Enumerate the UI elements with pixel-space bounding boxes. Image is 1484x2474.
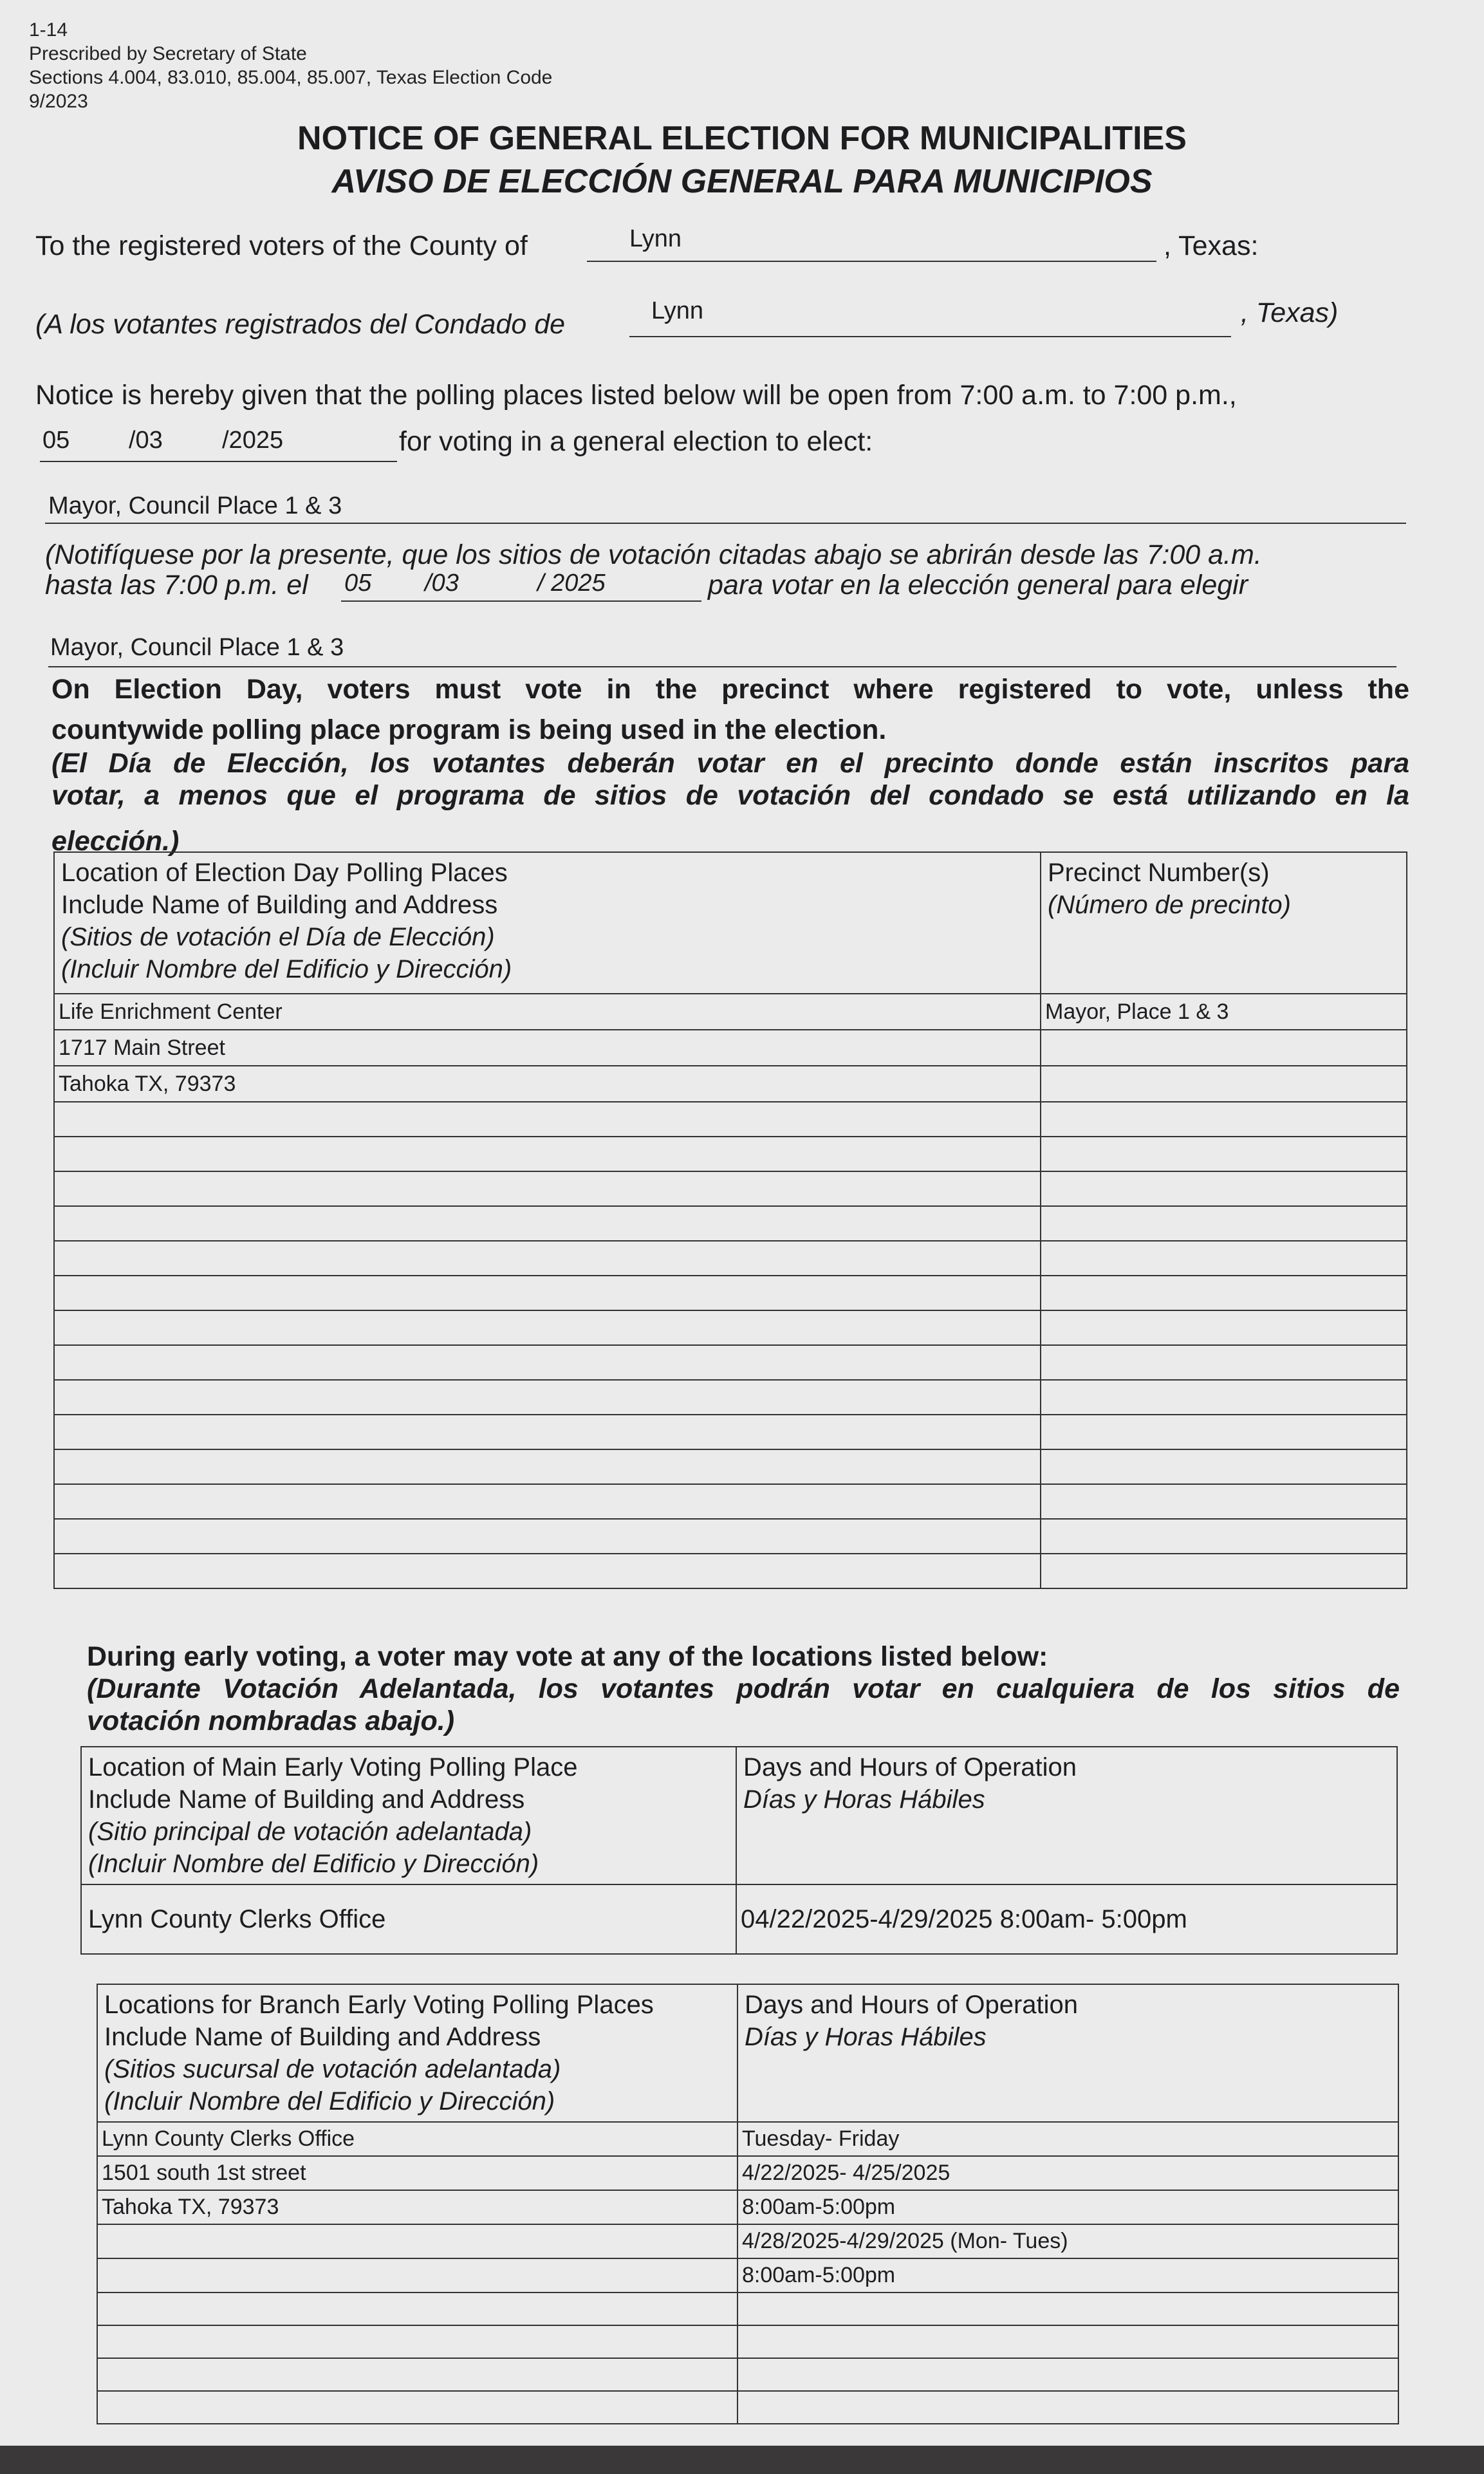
notice-after: for voting in a general election to elect: — [399, 426, 873, 457]
bev-table-cell: 8:00am-5:00pm — [737, 2190, 1398, 2224]
ed-table-cell — [54, 1310, 1041, 1345]
ed-table-cell — [54, 1137, 1041, 1171]
offices-underline — [45, 523, 1406, 524]
election-day-table — [53, 851, 1407, 1589]
bev-table-cell — [97, 2224, 737, 2258]
ed-table-row — [54, 1066, 1407, 1102]
branch-early-voting-table — [97, 1984, 1399, 2424]
ed-notice-en-2: countywide polling place program is being used in the election. — [51, 714, 887, 745]
ed-table-row — [54, 1380, 1407, 1415]
ed-header-location — [54, 852, 1041, 994]
bev-table-cell — [737, 2325, 1398, 2358]
ed-table-row — [54, 1241, 1407, 1276]
election-month-es: 05 — [344, 570, 372, 597]
ed-table-row — [54, 994, 1407, 1030]
notice-es-line1: (Notifíquese por la presente, que los sitios de votación citadas abajo se abrirán desde las 7:00 a.m. — [45, 539, 1262, 570]
ed-notice-es-1: (El Día de Elección, los votantes deberán votar en el precinto donde están inscritos para — [51, 748, 1409, 779]
county-name: Lynn — [629, 225, 682, 252]
bev-table-row — [97, 2258, 1398, 2293]
ed-table-cell — [1041, 1171, 1407, 1206]
ed-table-cell — [1041, 1310, 1407, 1345]
ed-header-precinct — [1041, 852, 1407, 994]
ed-table-cell — [54, 1241, 1041, 1276]
branch-ev-header-location — [97, 1984, 737, 2122]
mev-h2: Include Name of Building and Address — [88, 1785, 525, 1814]
ed-h3: (Sitios de votación el Día de Elección) — [61, 923, 495, 951]
desk-edge — [0, 2446, 1484, 2474]
ed-table-cell — [54, 1380, 1041, 1415]
ed-table-cell: Life Enrichment Center — [54, 994, 1041, 1030]
ed-table-cell — [1041, 1137, 1407, 1171]
ed-table-cell — [1041, 1484, 1407, 1519]
branch-ev-header-hours — [737, 1984, 1398, 2122]
ed-table-row — [54, 1030, 1407, 1066]
county-underline — [587, 261, 1156, 262]
bev-h6: Días y Horas Hábiles — [745, 2023, 987, 2051]
county-line-es-prefix: (A los votantes registrados del Condado de — [35, 309, 566, 340]
title-english: NOTICE OF GENERAL ELECTION FOR MUNICIPALITIES — [297, 120, 1187, 157]
bev-table-row — [97, 2224, 1398, 2258]
election-month: 05 — [42, 427, 70, 454]
bev-h2: Include Name of Building and Address — [104, 2023, 541, 2051]
election-day: /03 — [129, 427, 163, 454]
election-year-es: / 2025 — [537, 570, 606, 597]
county-line-prefix: To the registered voters of the County of — [35, 230, 528, 261]
prescribed-by: Prescribed by Secretary of State — [29, 43, 307, 64]
mev-h3: (Sitio principal de votación adelantada) — [88, 1818, 532, 1846]
ed-notice-en-1: On Election Day, voters must vote in the precinct where registered to vote, unless the — [51, 674, 1409, 705]
bev-h1: Locations for Branch Early Voting Polling Places — [104, 1991, 654, 2019]
bev-table-cell — [737, 2391, 1398, 2424]
main-early-voting-table — [80, 1746, 1398, 1955]
bev-table-row — [97, 2358, 1398, 2391]
ed-table-cell — [1041, 1206, 1407, 1241]
ed-table-row — [54, 1345, 1407, 1380]
bev-table-row — [97, 2122, 1398, 2156]
ed-table-row — [54, 1102, 1407, 1137]
ed-table-row — [54, 1206, 1407, 1241]
ed-table-cell: Tahoka TX, 79373 — [54, 1066, 1041, 1102]
main-ev-header-hours — [736, 1747, 1397, 1884]
main-ev-header-location — [81, 1747, 736, 1884]
ed-table-cell — [54, 1449, 1041, 1484]
bev-table-row — [97, 2293, 1398, 2325]
title-spanish: AVISO DE ELECCIÓN GENERAL PARA MUNICIPIOS — [331, 163, 1153, 200]
ed-table-row — [54, 1484, 1407, 1519]
notice-text: Notice is hereby given that the polling places listed below will be open from 7:00 a.m. to 7:00 p.m., — [35, 380, 1237, 411]
ed-table-cell — [1041, 1276, 1407, 1310]
ed-table-cell — [54, 1415, 1041, 1449]
main-ev-hours: 04/22/2025-4/29/2025 8:00am- 5:00pm — [736, 1884, 1397, 1954]
ed-table-row — [54, 1137, 1407, 1171]
mev-h1: Location of Main Early Voting Polling Place — [88, 1753, 578, 1781]
bev-table-row — [97, 2325, 1398, 2358]
ev-notice-es-2: votación nombradas abajo.) — [87, 1706, 455, 1736]
ed-table-cell — [54, 1484, 1041, 1519]
ev-notice-en: During early voting, a voter may vote at any of the locations listed below: — [87, 1641, 1048, 1672]
ed-table-row — [54, 1310, 1407, 1345]
ed-table-row — [54, 1449, 1407, 1484]
ed-table-cell — [54, 1276, 1041, 1310]
bev-table-cell: 8:00am-5:00pm — [737, 2258, 1398, 2293]
ed-h4: (Incluir Nombre del Edificio y Dirección) — [61, 955, 512, 983]
ed-table-cell — [1041, 1449, 1407, 1484]
ed-table-cell — [1041, 1030, 1407, 1066]
county-es-underline — [629, 336, 1231, 337]
bev-table-cell: Lynn County Clerks Office — [97, 2122, 737, 2156]
ed-table-cell — [1041, 1066, 1407, 1102]
ed-table-cell — [1041, 1380, 1407, 1415]
county-name-es: Lynn — [651, 297, 703, 324]
ed-table-row — [54, 1554, 1407, 1588]
notice-es-line2-prefix: hasta las 7:00 p.m. el — [45, 570, 308, 600]
ed-h5: Precinct Number(s) — [1048, 859, 1270, 887]
ed-table-cell — [1041, 1345, 1407, 1380]
bev-table-cell — [97, 2325, 737, 2358]
ed-table-row — [54, 1415, 1407, 1449]
date-underline — [40, 461, 397, 462]
bev-table-row — [97, 2190, 1398, 2224]
county-line-suffix: , Texas: — [1164, 230, 1259, 261]
ed-table-cell — [54, 1519, 1041, 1554]
election-day-es: /03 — [425, 570, 459, 597]
code-sections: Sections 4.004, 83.010, 85.004, 85.007, Texas Election Code — [29, 67, 553, 88]
ed-table-row — [54, 1519, 1407, 1554]
form-number: 1-14 — [29, 19, 68, 41]
bev-table-cell — [97, 2358, 737, 2391]
bev-table-cell — [737, 2293, 1398, 2325]
bev-table-cell: Tahoka TX, 79373 — [97, 2190, 737, 2224]
form-date: 9/2023 — [29, 91, 88, 112]
ed-table-cell — [1041, 1241, 1407, 1276]
ed-table-cell: Mayor, Place 1 & 3 — [1041, 994, 1407, 1030]
ed-table-cell — [54, 1102, 1041, 1137]
ed-table-cell — [1041, 1519, 1407, 1554]
ed-h2: Include Name of Building and Address — [61, 891, 498, 919]
bev-table-row — [97, 2391, 1398, 2424]
mev-h5: Days and Hours of Operation — [743, 1753, 1077, 1781]
bev-table-cell: 1501 south 1st street — [97, 2156, 737, 2190]
main-ev-location: Lynn County Clerks Office — [81, 1884, 736, 1954]
ed-table-row — [54, 1171, 1407, 1206]
ed-table-cell — [1041, 1554, 1407, 1588]
ed-table-row — [54, 1276, 1407, 1310]
election-year: /2025 — [222, 427, 284, 454]
bev-h3: (Sitios sucursal de votación adelantada) — [104, 2055, 561, 2083]
notice-es-after: para votar en la elección general para elegir — [708, 570, 1248, 600]
mev-h6: Días y Horas Hábiles — [743, 1785, 985, 1814]
bev-h4: (Incluir Nombre del Edificio y Dirección) — [104, 2087, 555, 2116]
ed-table-cell — [1041, 1102, 1407, 1137]
bev-table-cell: Tuesday- Friday — [737, 2122, 1398, 2156]
bev-table-cell: 4/28/2025-4/29/2025 (Mon- Tues) — [737, 2224, 1398, 2258]
date-es-underline — [341, 600, 701, 602]
bev-table-cell — [97, 2391, 737, 2424]
ed-h1: Location of Election Day Polling Places — [61, 859, 508, 887]
ev-notice-es-1: (Durante Votación Adelantada, los votantes podrán votar en cualquiera de los sitios de — [87, 1673, 1400, 1704]
bev-h5: Days and Hours of Operation — [745, 1991, 1079, 2019]
ed-table-cell: 1717 Main Street — [54, 1030, 1041, 1066]
ed-table-cell — [54, 1206, 1041, 1241]
bev-table-cell — [97, 2293, 737, 2325]
ed-h6: (Número de precinto) — [1048, 891, 1291, 919]
offices-es: Mayor, Council Place 1 & 3 — [50, 634, 344, 661]
ed-table-cell — [1041, 1415, 1407, 1449]
bev-table-row — [97, 2156, 1398, 2190]
ed-notice-es-2: votar, a menos que el programa de sitios de votación del condado se está utilizando en la — [51, 780, 1409, 811]
offices-en: Mayor, Council Place 1 & 3 — [48, 492, 342, 519]
ed-table-cell — [54, 1171, 1041, 1206]
bev-table-cell — [97, 2258, 737, 2293]
offices-es-underline — [48, 666, 1396, 667]
mev-h4: (Incluir Nombre del Edificio y Dirección) — [88, 1850, 539, 1878]
bev-table-cell: 4/22/2025- 4/25/2025 — [737, 2156, 1398, 2190]
bev-table-cell — [737, 2358, 1398, 2391]
ed-table-cell — [54, 1345, 1041, 1380]
ed-notice-es-3: elección.) — [51, 826, 180, 857]
county-line-es-suffix: , Texas) — [1241, 297, 1339, 328]
ed-table-cell — [54, 1554, 1041, 1588]
